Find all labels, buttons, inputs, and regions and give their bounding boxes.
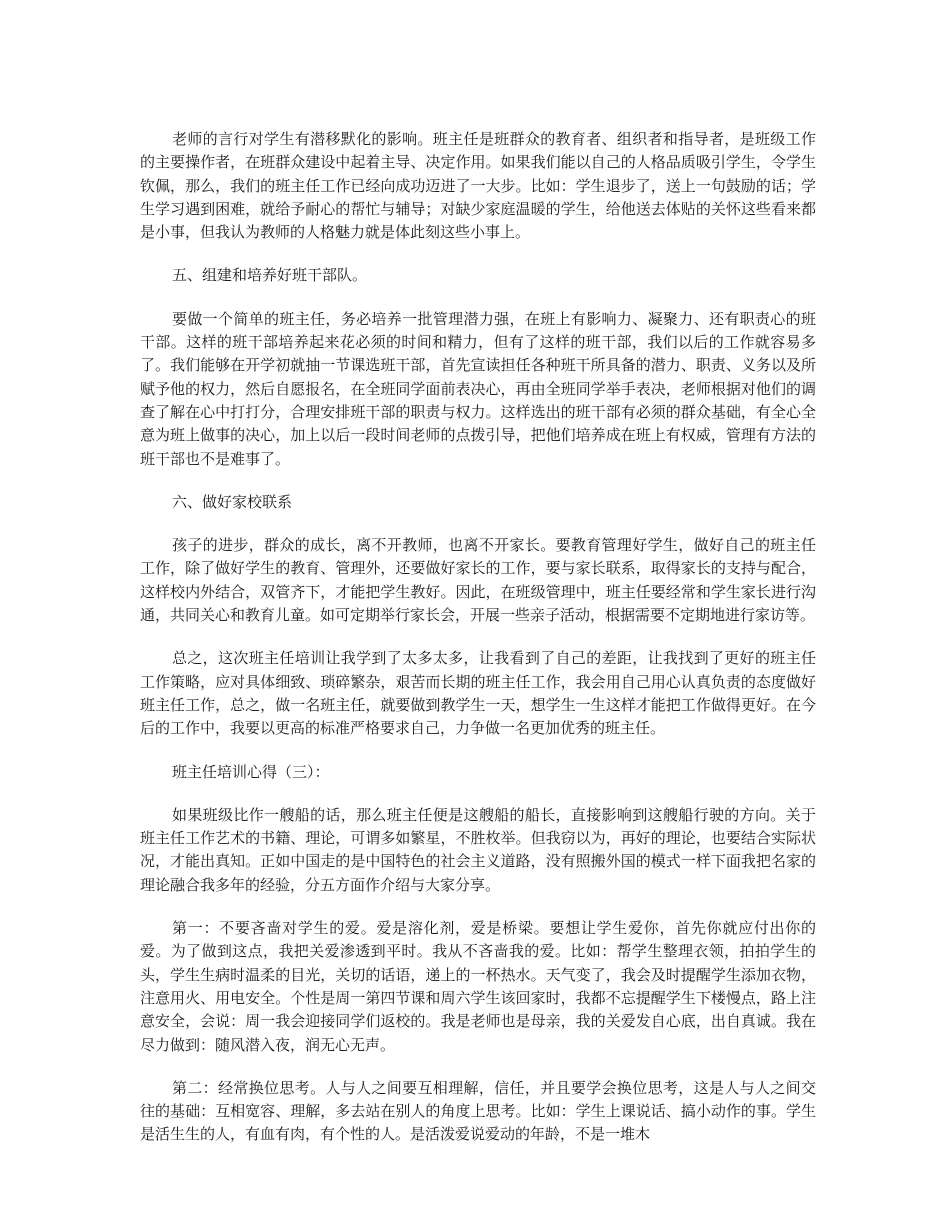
document-body bbox=[140, 128, 816, 1167]
paragraph-ship-captain: 如果班级比作一艘船的话，那么班主任便是这艘船的船长，直接影响到这艘船行驶的方向。关于班主任工作艺术的书籍、理论，可谓多如繁星，不胜枚举。但我窃以为，再好的理论，也要结合实际状况，才能出真知。正如中国走的是中国特色的社会主义道路，没有照搬外国的模式一样下面我把名家的理论融合我多年的经验，分五方面作介绍与大家分享。 bbox=[140, 805, 816, 894]
heading-training-notes-three: 班主任培训心得（三）： bbox=[172, 762, 330, 781]
heading-section-six: 六、做好家校联系 bbox=[172, 492, 293, 511]
heading-section-five: 五、组建和培养好班干部队。 bbox=[172, 266, 368, 285]
paragraph-point-two: 第二：经常换位思考。人与人之间要互相理解，信任，并且要学会换位思考，这是人与人之间交往的基础：互相宽容、理解，多去站在别人的角度上思考。比如：学生上课说话、搞小动作的事。学生是活生生的人，有血有肉，有个性的人。是活泼爱说爱动的年龄，不是一堆木 bbox=[140, 1078, 816, 1144]
paragraph-summary: 总之，这次班主任培训让我学到了太多太多，让我看到了自己的差距，让我找到了更好的班主任工作策略，应对具体细致、琐碎繁杂，艰苦而长期的班主任工作，我会用自己用心认真负责的态度做好班主任工作，总之，做一名班主任，就要做到教学生一天，想学生一生这样才能把工作做得更好。在今后的工作中，我要以更高的标准严格要求自己，力争做一名更加优秀的班主任。 bbox=[140, 649, 816, 738]
paragraph-class-cadres: 要做一个简单的班主任，务必培养一批管理潜力强，在班上有影响力、凝聚力、还有职责心的班干部。这样的班干部培养起来花必须的时间和精力，但有了这样的班干部，我们以后的工作就容易多了。我们能够在开学初就抽一节课选班干部，首先宣读担任各种班干所具备的潜力、职责、义务以及所赋予他的权力，然后自愿报名，在全班同学面前表决心，再由全班同学举手表决，老师根据对他们的调查了解在心中打打分，合理安排班干部的职责与权力。这样选出的班干部有必须的群众基础，有全心全意为班上做事的决心，加上以后一段时间老师的点拨引导，把他们培养成在班上有权威，管理有方法的班干部也不是难事了。 bbox=[140, 309, 816, 468]
paragraph-home-school: 孩子的进步，群众的成长，离不开教师，也离不开家长。要教育管理好学生，做好自己的班主任工作，除了做好学生的教育、管理外，还要做好家长的工作，要与家长联系，取得家长的支持与配合，这样校内外结合，双管齐下，才能把学生教好。因此，在班级管理中，班主任要经常和学生家长进行沟通，共同关心和教育儿童。如可定期举行家长会，开展一些亲子活动，根据需要不定期地进行家访等。 bbox=[140, 536, 816, 625]
paragraph-teacher-influence: 老师的言行对学生有潜移默化的影响。班主任是班群众的教育者、组织者和指导者，是班级工作的主要操作者，在班群众建设中起着主导、决定作用。如果我们能以自己的人格品质吸引学生，令学生钦佩，那么，我们的班主任工作已经向成功迈进了一大步。比如：学生退步了，送上一句鼓励的话；学生学习遇到困难，就给予耐心的帮忙与辅导；对缺少家庭温暖的学生，给他送去体贴的关怀这些看来都是小事，但我认为教师的人格魅力就是体此刻这些小事上。 bbox=[140, 130, 816, 242]
paragraph-point-one: 第一：不要吝啬对学生的爱。爱是溶化剂，爱是桥梁。要想让学生爱你，首先你就应付出你的爱。为了做到这点，我把关爱渗透到平时。我从不吝啬我的爱。比如：帮学生整理衣领，拍拍学生的头，学生生病时温柔的目光，关切的话语，递上的一杯热水。天气变了，我会及时提醒学生添加衣物，注意用火、用电安全。个性是周一第四节课和周六学生该回家时，我都不忘提醒学生下楼慢点，路上注意安全，会说：周一我会迎接同学们返校的。我是老师也是母亲，我的关爱发自心底，出自真诚。我在尽力做到：随风潜入夜，润无心无声。 bbox=[140, 919, 816, 1054]
